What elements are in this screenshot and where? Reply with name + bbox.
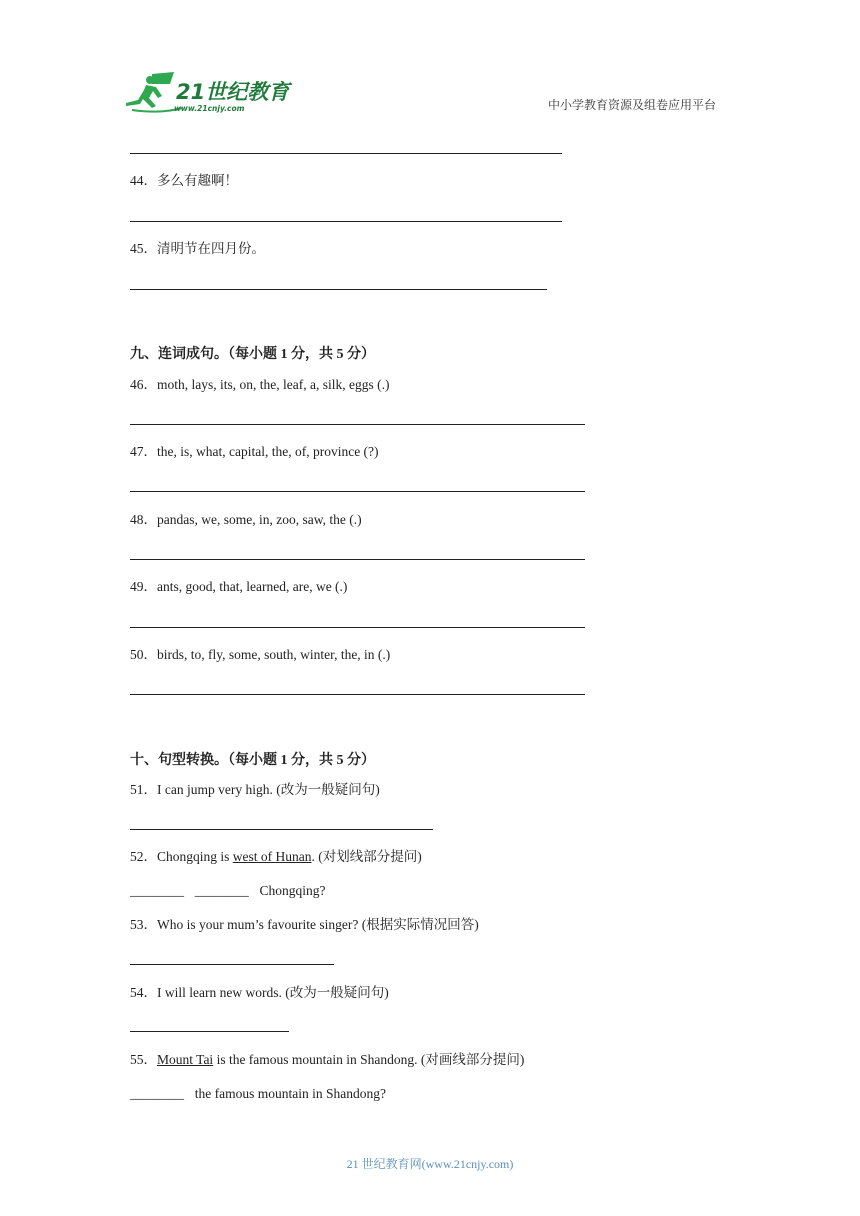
answer-line-53[interactable] [130,964,334,965]
site-logo [122,70,292,116]
answer-line-44[interactable] [130,221,562,222]
question-52-underlined: west of Hunan [232,849,312,864]
section-10-title: 十、句型转换。（每小题 1 分，共 5 分） [130,753,375,768]
answer-52 [130,883,326,899]
answer-line-46[interactable] [130,424,585,425]
question-48: 48．pandas, we, some, in, zoo, saw, the (.) [130,512,362,527]
question-55-suffix: is the famous mountain in Shandong. (对画线部分提问) [213,1052,525,1067]
question-44: 44．多么有趣啊！ [130,173,238,188]
answer-55 [130,1086,386,1102]
platform-name: 中小学教育资源及组卷应用平台 [548,98,717,112]
question-49: 49．ants, good, that, learned, are, we (.) [130,579,348,594]
question-52-suffix: . (对划线部分提问) [311,849,422,864]
answer-52-tail: Chongqing? [259,883,326,898]
question-55 [130,1052,524,1068]
question-53: 53．Who is your mum’s favourite singer? (根据实际情况回答) [130,917,479,932]
answer-line-54[interactable] [130,1031,289,1032]
answer-line-47[interactable] [130,491,585,492]
question-46: 46．moth, lays, its, on, the, leaf, a, silk, eggs (.) [130,377,390,392]
answer-line-43[interactable] [130,153,562,154]
question-52 [130,849,422,865]
question-45: 45．清明节在四月份。 [130,241,265,256]
page-footer[interactable]: 21 世纪教育网(www.21cnjy.com) [346,1157,514,1171]
answer-line-49[interactable] [130,627,585,628]
section-9-title: 九、连词成句。（每小题 1 分，共 5 分） [130,347,375,362]
runner-logo-icon [122,70,292,116]
svg-text:www.21cnjy.com: www.21cnjy.com [174,104,245,113]
svg-text:21世纪教育: 21世纪教育 [176,80,290,104]
question-52-prefix: 52．Chongqing is [130,849,233,864]
answer-52-blank-2[interactable]: ________ [194,883,249,898]
answer-line-51[interactable] [130,829,433,830]
answer-line-45[interactable] [130,289,547,290]
question-47: 47．the, is, what, capital, the, of, province (?) [130,444,379,459]
question-55-underlined: Mount Tai [157,1052,214,1067]
answer-line-50[interactable] [130,694,585,695]
answer-55-tail: the famous mountain in Shandong? [194,1086,386,1101]
answer-line-48[interactable] [130,559,585,560]
answer-52-blank-1[interactable]: ________ [130,883,184,898]
question-54: 54．I will learn new words. (改为一般疑问句) [130,985,389,1000]
question-55-number: 55． [130,1052,157,1067]
question-51: 51．I can jump very high. (改为一般疑问句) [130,782,380,797]
answer-55-blank[interactable]: ________ [130,1086,184,1101]
question-50: 50．birds, to, fly, some, south, winter, the, in (.) [130,647,391,662]
